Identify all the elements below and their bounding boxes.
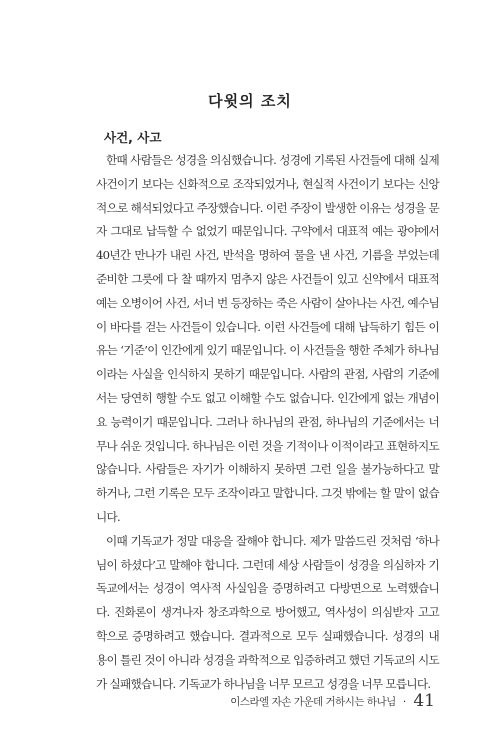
footer-separator: · [402,696,407,708]
text-line: 다. 진화론이 생겨나자 창조과학으로 방어했고, 역사성이 의심받자 고고 [96,605,439,620]
page-number: 41 [413,691,435,711]
text-line: 서는 당연히 행할 수도 없고 이해할 수도 없습니다. 인간에게 없는 개념이 [96,390,439,405]
body-text [96,149,439,696]
running-footer-title: 이스라엘 자손 가운데 거하시는 하나님 [230,696,396,708]
text-line: 요 능력이기 때문입니다. 그러나 하나님의 관점, 하나님의 기준에서는 너 [96,414,439,429]
paragraph [96,530,439,697]
text-line: 유는 ‘기준’이 인간에게 있기 때문입니다. 이 사건들을 행한 주체가 하나님 [96,343,439,358]
page-footer [0,690,435,711]
text-line: 준비한 그릇에 다 찰 때까지 멈추지 않은 사건들이 있고 신약에서 대표적 [96,271,439,286]
text-line: 니다. [96,509,120,524]
text-line: 40년간 만나가 내린 사건, 반석을 명하여 물을 낸 사건, 기름을 부었는데 [96,248,439,263]
text-line: 적으로 해석되었다고 주장했습니다. 이런 주장이 발생한 이유는 성경을 문 [96,200,439,215]
text-line: 용이 틀린 것이 아니라 성경을 과학적으로 입증하려고 했던 기독교의 시도 [96,652,439,667]
text-line: 한때 사람들은 성경을 의심했습니다. 성경에 기록된 사건들에 대해 실제 [106,153,439,167]
text-line: 독교에서는 성경이 역사적 사실임을 증명하려고 다방면으로 노력했습니 [96,581,439,596]
text-line: 않습니다. 사람들은 자기가 이해하지 못하면 그런 일을 불가능하다고 말 [96,462,439,477]
text-line: 예는 오병이어 사건, 서너 번 등장하는 죽은 사람이 살아나는 사건, 예수님 [96,295,439,310]
chapter-title: 다윗의 조치 [208,92,292,110]
text-line: 자 그대로 납득할 수 없었기 때문입니다. 구약에서 대표적 예는 광야에서 [96,224,439,239]
text-line: 학으로 증명하려고 했습니다. 결과적으로 모두 실패했습니다. 성경의 내 [96,628,439,643]
text-line: 이라는 사실을 인식하지 못하기 때문입니다. 사람의 관점, 사람의 기준에 [96,367,439,382]
text-line: 님이 하셨다’고 말해야 합니다. 그런데 세상 사람들이 성경을 의심하자 기 [96,557,439,572]
text-line: 무나 쉬운 것입니다. 하나님은 이런 것을 기적이나 이적이라고 표현하지도 [96,438,439,453]
text-line: 사건이기 보다는 신화적으로 조작되었거나, 현실적 사건이기 보다는 신앙 [96,176,439,191]
text-line: 이 바다를 걷는 사건들이 있습니다. 이런 사건들에 대해 납득하기 힘든 이 [96,319,439,334]
text-line: 가 실패했습니다. 기독교가 하나님을 너무 모르고 성경을 너무 모릅니다. [96,676,431,691]
text-line: 이때 기독교가 정말 대응을 잘해야 합니다. 제가 말씀드린 것처럼 ‘하나 [106,533,439,548]
section-heading: 사건, 사고 [104,130,162,145]
paragraph [96,149,439,530]
text-line: 하거나, 그런 기록은 모두 조작이라고 말합니다. 그것 밖에는 할 말이 없습 [96,486,439,501]
